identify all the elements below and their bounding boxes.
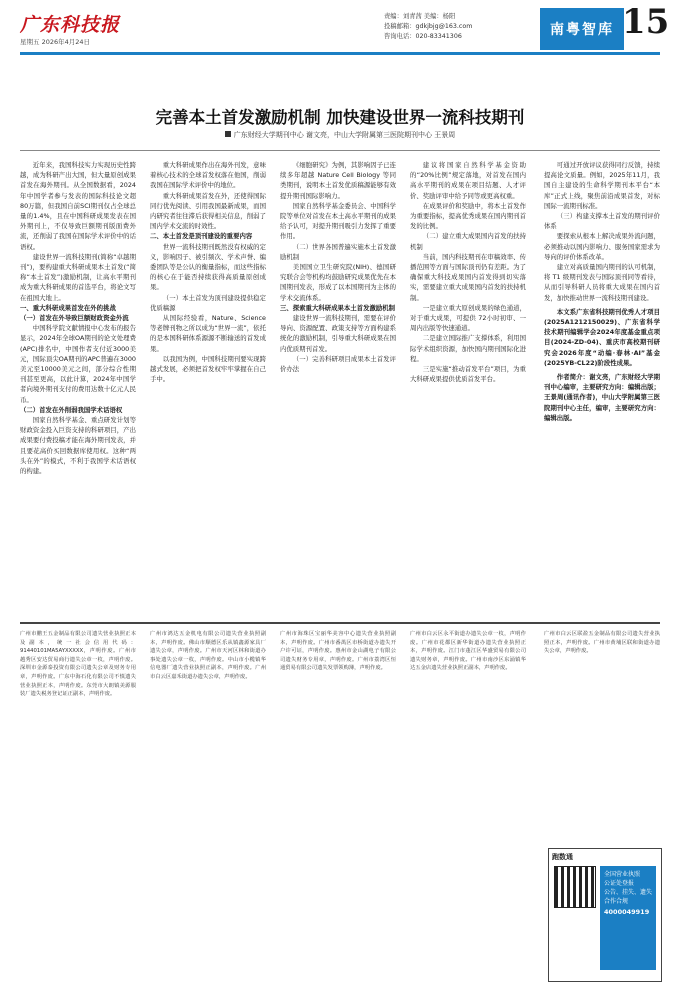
editor-phone: 咨询电话：020-83341306	[384, 33, 462, 40]
article-column-2	[150, 160, 266, 622]
article-column-4	[410, 160, 526, 622]
notice-column-4: 广州市白云区永平街道办遗失公章一枚，声明作废。广州市花都区新华街道办遗失营业执照正本，声明作废。江门市蓬江区华盛贸易有限公司遗失财务章，声明作废。广州市南沙区东涌镇华达五金店遗失营业执照正副本，声明作废。	[410, 631, 526, 672]
paragraph: 三是实施“推动首发平台”项目，为重大科研成果提供优质首发平台。	[410, 365, 526, 384]
paragraph: （三）构建支撑本土首发的期刊评价体系	[544, 212, 660, 231]
masthead-logo: 广东科技报	[20, 14, 121, 36]
paragraph: 重大科研成果作出在海外刊发，意味着核心技术的全球首发权落在他国，削弱我国在国际学术评价中的地位。	[150, 161, 266, 190]
paragraph: 国家自然科学基金、重点研发计划等财政资金投入巨资支持的科研项目，产出成果要付费投稿才能在海外期刊发表，并且要花高价买回数据库使用权。这种“两头在外”的模式，不利于我国学术话语权的构建。	[20, 416, 136, 476]
article-column-3	[280, 160, 396, 622]
paragraph: （二）世界各国普遍实施本土首发激励机制	[280, 242, 396, 261]
editor-line: 责编：刘青茜 美编：杨阳	[384, 13, 456, 20]
page-number: 15	[622, 2, 670, 42]
header-divider	[20, 52, 660, 55]
section-heading: 二、本土首发是顶刊建设的重要内容	[150, 232, 253, 241]
qr-code-icon	[554, 866, 596, 908]
notice-column-3: 广州市海珠区宝丽华美容中心遗失营业执照副本，声明作废。广州市番禺区市桥街道办遗失开户许可证，声明作废。惠州市金山湖电子有限公司遗失财务专用章，声明作废。广州市荔湾区恒通贸易有限公司遗失发票领购簿，声明作废。	[280, 631, 396, 672]
ad-contact-band	[600, 866, 656, 970]
paragraph: 建立对高质量国内期刊的认可机制，将 T1 级期刊发表与国际顶刊同等看待，从而引导科研人员将重大成果在国内首发，加快推动世界一流科技期刊建设。	[544, 263, 660, 302]
article-byline	[20, 130, 660, 140]
paragraph: 国家自然科学基金委员会、中国科学院等单位对首发在本土高水平期刊的成果给予认可，对提升期刊吸引力发挥了重要作用。	[280, 201, 396, 241]
byline-text: 广东财经大学期刊中心 谢文亮，中山大学附属第三医院期刊中心 王景周	[233, 131, 456, 139]
paragraph: 在成果评价和奖励中，将本土首发作为重要指标，提高优秀成果在国内期刊首发的比例。	[410, 201, 526, 231]
paragraph: 从国际经验看，Nature、Science 等老牌刊物之所以成为“世界一流”，依托的是本国科研体系源源不断输送的首发成果。	[150, 314, 266, 353]
paragraph: 中国科学院文献情报中心发布的报告显示，2024年全球OA期刊的论文处理费(APC)排名中，中国作者支付近3000美元，国际顶尖OA期刊的APC普遍在3000美元至10000美元之间，部分综合性期刊甚至更高，以此计算，2024年中国学者向境外期刊支付的费用达数十亿元人民币。	[20, 324, 136, 404]
paragraph: 二是建立国际推广支撑体系，利用国际学术组织资源，加快国内期刊国际化进程。	[410, 334, 526, 363]
article-headline: 完善本土首发激励机制 加快建设世界一流科技期刊	[155, 108, 525, 127]
ad-line: 公告、挂失、遗失	[604, 889, 653, 896]
byline-square-icon	[225, 131, 231, 137]
notice-column-2: 广州市鸿达五金机电有限公司遗失营业执照副本，声明作废。佛山市顺德区乐从镇鑫源家具厂遗失公章，声明作废。广州市天河区林和街道办事处遗失公章一枚，声明作废。中山市小榄镇华信电器厂遗失营业执照正副本，声明作废。广州市白云区嘉禾街道办遗失公章，声明作废。	[150, 631, 266, 680]
section-tab: 南粤智库	[540, 8, 624, 50]
ad-line: 公证处登报	[604, 880, 635, 887]
paragraph: （一）完善科研项目成果本土首发评价办法	[280, 354, 396, 374]
editor-email: 投稿邮箱：gdkjbjg@163.com	[384, 23, 473, 30]
paragraph: （二）建立重大成果国内首发的扶持机制	[410, 232, 526, 251]
paragraph: 《细胞研究》为例，其影响因子已连续多年超越 Nature Cell Biology 等同类期刊，说明本土首发优质稿源能够有效提升期刊国际影响力。	[280, 161, 396, 200]
issue-date: 星期五 2026年4月24日	[20, 38, 91, 46]
title-divider	[20, 150, 660, 151]
editor-info	[384, 12, 472, 42]
paragraph: 建设世界一流科技期刊，需要在评价导向、资源配置、政策支持等方面构建系统化的激励机制，引导重大科研成果在国内优质期刊首发。	[280, 314, 396, 353]
paragraph: 世界一流科技期刊既然没有权威的定义，影响因子、被引频次、学术声誉、编委团队等是公认的衡量指标，而这些指标的核心在于能否持续获得高质量原创成果。	[150, 242, 266, 292]
notice-column-5: 广州市白云区联盈五金制品有限公司遗失营业执照正本，声明作废。广州市黄埔区联和街道办遗失公章，声明作废。	[544, 631, 660, 655]
ad-line: 合作合规	[604, 898, 629, 905]
paragraph: 建议将国家自然科学基金资助的“20%比例”规定落地，对首发在国内高水平期刊的成果在项目结题、人才评价、奖励评审中给予同等或更高权重。	[410, 161, 526, 200]
paragraph: 重大科研成果首发在外，还使得国际同行优先阅读、引用我国最新成果，而国内研究者往往滞后获得相关信息，削弱了国内学术交流的时效性。	[150, 191, 266, 231]
section-heading: 一、重大科研成果首发在外的挑战	[20, 303, 116, 312]
article-column-5	[544, 160, 660, 622]
funding-note: 本文系广东省科技期刊优秀人才项目(2025A1212150029)、广东省科学技术期刊编辑学会2024年度基金重点项目(2024-ZD-04)、重庆市高校期刊研究会2026年度“动编·春林·AI”基金(2025YB-CL22)阶段性成果。	[544, 307, 660, 367]
notice-column-1: 广州市鹏王五金制品有限公司遗失营业执照正本及副本，统一社会信用代码：91440101MA5AYXXXXX，声明作废。广州市越秀区安达贸易商行遗失公章一枚，声明作废。深圳市金源泰投资有限公司遗失公章及财务专用章，声明作废。广东中海石化有限公司不慎遗失营业执照正本，声明作废。东莞市大朗镇美源服装厂遗失税务登记证正副本，声明作废。	[20, 631, 136, 698]
paragraph: 建设世界一流科技期刊(简称“卓越期刊”)，要构建重大科研成果本土首发(“简称“本土首发”)激励机制，让高水平期刊成为重大科研成果的首选平台，将论文写在祖国大地上。	[20, 252, 136, 302]
paragraph: 一是建立重大原创成果的绿色通道，对于重大成果，可提供 72小时初审、一周内出版等快速通道。	[410, 303, 526, 333]
paragraph: 美国国立卫生研究院(NIH)、德国研究联合会等机构均鼓励研究成果优先在本国期刊发表，形成了以本国期刊为主体的学术交流体系。	[280, 263, 396, 302]
funding-note: 作者简介：谢文亮，广东财经大学期刊中心编审，主要研究方向：编辑出版；王景周(通讯作者)，中山大学附属第三医院期刊中心主任，编审，主要研究方向：编辑出版。	[544, 373, 660, 422]
ad-title: 跑数通	[552, 853, 573, 861]
section-heading: （二）首发在外削弱我国学术话语权	[20, 405, 123, 414]
paragraph: （一）本土首发为顶刊建设提供稳定优质稿源	[150, 293, 266, 312]
notice-divider	[20, 622, 660, 624]
section-heading: 三、探索重大科研成果本土首发激励机制	[280, 303, 396, 312]
ad-line: 全国营业执照	[604, 871, 641, 878]
paragraph: 当前，国内科技期刊在审稿效率、传播范围等方面与国际顶刊仍有差距。为了确保重大科技成果国内首发得到切实落实，需要建立重大成果国内首发的扶持机制。	[410, 252, 526, 302]
article-column-1	[20, 160, 136, 622]
paragraph: 以我国为例，中国科技期刊要实现跨越式发展，必须把首发权牢牢掌握在自己手中。	[150, 354, 266, 384]
paragraph: 要探索从根本上解决成果外流问题，必须推动以国内影响力、服务国家需求为导向的评价体系改革。	[544, 232, 660, 261]
paragraph: 近年来，我国科技实力实现历史性跨越，成为科研产出大国，但大量原创成果首发在海外期刊。从全国数据看，2024年中国学者参与发表的国际科技论文超80万篇，但我国自前SCI期刊仅占全球总量的1.4%，且在中国科研成果发表在国外期刊上，不仅导致巨额期刊版面费外流，还削弱了我国在国际学术评价中的话语权。	[20, 161, 136, 251]
paragraph: 可通过开放评议获得同行反馈，持续提高论文质量。例如，2025年11月，我国自主建设的生命科学期刊本平台“本库”正式上线，聚焦前沿成果首发，对标国际一流期刊标准。	[544, 161, 660, 210]
ad-phone: 4000049919	[604, 908, 650, 916]
section-heading: （一）首发在外导致巨额财政资金外流	[20, 314, 129, 323]
